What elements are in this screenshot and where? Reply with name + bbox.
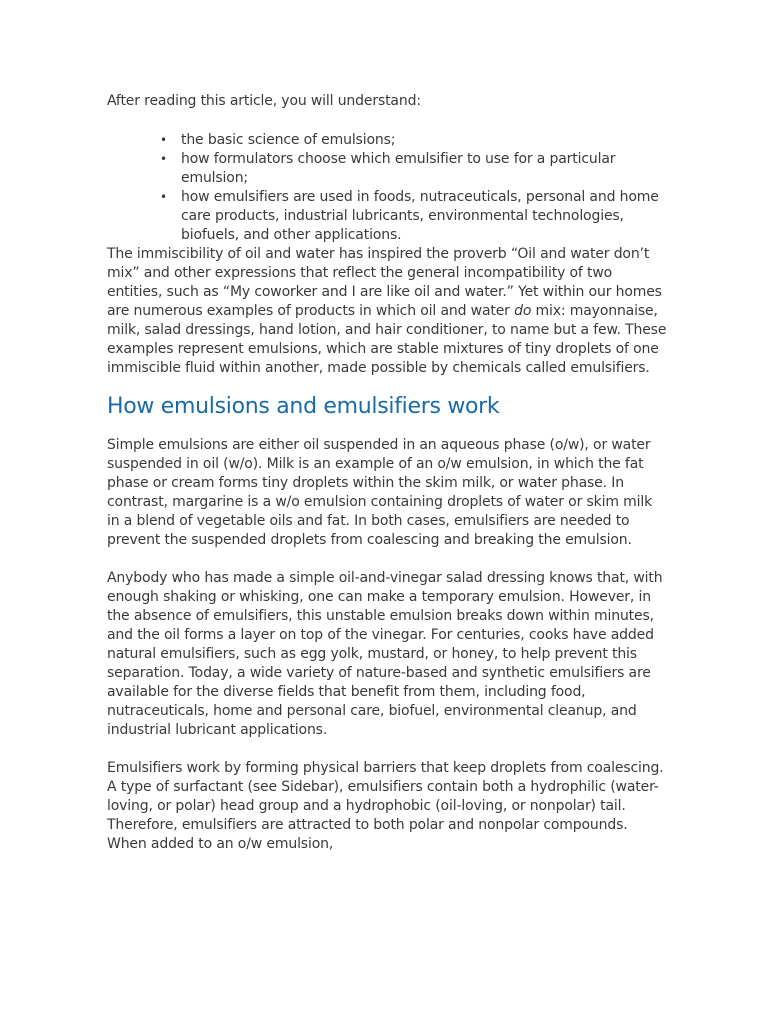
list-item <box>160 150 667 188</box>
article-page <box>107 92 667 854</box>
intro-text: After reading this article, you will understand: <box>107 93 421 109</box>
paragraph-emulsion-types: Simple emulsions are either oil suspended in an aqueous phase (o/w), or water suspended in oil (w/o). Milk is an example of an o/w emulsion, in which the fat phase or cream forms tiny droplets within the skim milk, or water phase. In contrast, margarine is a w/o emulsion containing droplets of water or skim milk in a blend of vegetable oils and fat. In both cases, emulsifiers are needed to prevent the suspended droplets from coalescing and breaking the emulsion. <box>107 437 653 548</box>
paragraph-emulsifier-mechanism: Emulsifiers work by forming physical barriers that keep droplets from coalescing. A type of surfactant (see Sidebar), emulsifiers contain both a hydrophilic (water-loving, or polar) head group and a hydrophobic (oil-loving, or nonpolar) tail. Therefore, emulsifiers are attracted to both polar and nonpolar compounds. When added to an o/w emulsion, <box>107 760 664 852</box>
section-heading: How emulsions and emulsifiers work <box>107 394 500 419</box>
list-item <box>160 188 667 245</box>
bullet-icon: • <box>160 190 167 204</box>
learning-objectives-list <box>107 131 667 245</box>
bullet-icon: • <box>160 152 167 166</box>
list-item <box>160 131 667 150</box>
intro-paragraph-emphasis: do <box>514 303 532 319</box>
intro-paragraph-part1: The immiscibility of oil and water has inspired the proverb “Oil and water don’t mix” and other expressions that reflect the general incompatibility of two entities, such as “My coworker and I are like oil and water.” Yet within our homes are numerous examples of products in which oil and water <box>107 246 662 319</box>
list-item-text: the basic science of emulsions; <box>181 132 396 148</box>
list-item-text: how emulsifiers are used in foods, nutraceuticals, personal and home care products, industrial lubricants, environmental technologies, biofuels, and other applications. <box>181 189 659 243</box>
intro-paragraph-part2: mix: mayonnaise, milk, salad dressings, hand lotion, and hair conditioner, to name but a few. These examples represent emulsions, which are stable mixtures of tiny droplets of one immiscible fluid within another, made possible by chemicals called emulsifiers. <box>107 303 667 376</box>
bullet-icon: • <box>160 133 167 147</box>
intro-paragraph <box>107 245 667 378</box>
paragraph-salad-dressing: Anybody who has made a simple oil-and-vinegar salad dressing knows that, with enough shaking or whisking, one can make a temporary emulsion. However, in the absence of emulsifiers, this unstable emulsion breaks down within minutes, and the oil forms a layer on top of the vinegar. For centuries, cooks have added natural emulsifiers, such as egg yolk, mustard, or honey, to help prevent this separation. Today, a wide variety of nature-based and synthetic emulsifiers are available for the diverse fields that benefit from them, including food, nutraceuticals, home and personal care, biofuel, environmental cleanup, and industrial lubricant applications. <box>107 570 663 738</box>
list-item-text: how formulators choose which emulsifier to use for a particular emulsion; <box>181 151 616 186</box>
